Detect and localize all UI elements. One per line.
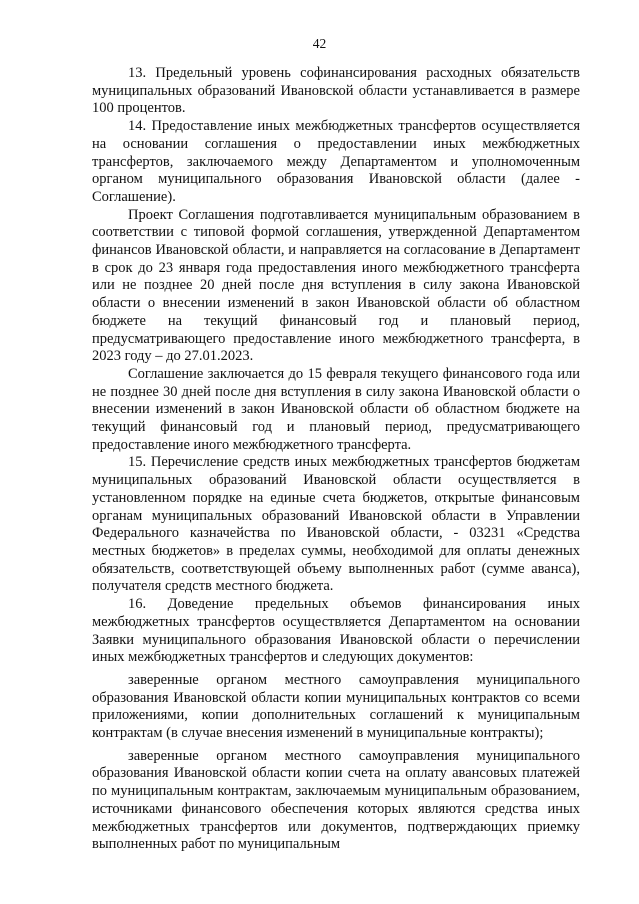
paragraph-15-transfer-of-funds: 15. Перечисление средств иных межбюджетных трансфертов бюджетам муниципальных образований Ивановской области осуществляется в установленном порядке на единые счета бюджетов, открытые финансовым органам муниципальных образований Ивановской области в Управлении Федерального казначейства по Ивановской области, - 03231 «Средства местных бюджетов» в пределах суммы, необходимой для оплаты денежных обязательств, соответствующей объему выполненных работ (сумме аванса), получателя средств местного бюджета. bbox=[92, 454, 580, 595]
page-number: 42 bbox=[312, 36, 327, 51]
document-body bbox=[92, 65, 580, 854]
paragraph-agreement-draft: Проект Соглашения подготавливается муниципальным образованием в соответствии с типовой формой соглашения, утвержденной Департаментом финансов Ивановской области, и направляется на согласование в Департамент в срок до 23 января года предоставления иного межбюджетного трансферта или не позднее 20 дней после дня вступления в силу закона Ивановской области о внесении изменений в закон Ивановской области об областном бюджете на текущий финансовый год и плановый период, предусматривающего предоставление иного межбюджетного трансферта, в 2023 году – до 27.01.2023. bbox=[92, 206, 580, 365]
paragraph-agreement-conclusion: Соглашение заключается до 15 февраля текущего финансового года или не позднее 30 дней после дня вступления в силу закона Ивановской области о внесении изменений в закон Ивановской области об областном бюджете на текущий финансовый год и плановый период, предусматривающего предоставление иного межбюджетного трансферта. bbox=[92, 365, 580, 453]
paragraph-14-agreement-basis: 14. Предоставление иных межбюджетных трансфертов осуществляется на основании соглашения о предоставлении иных межбюджетных трансфертов, заключаемого между Департаментом и уполномоченным органом муниципального образования Ивановской области (далее - Соглашение). bbox=[92, 118, 580, 205]
paragraph-invoice-copies: заверенные органом местного самоуправления муниципального образования Ивановской области копии счета на оплату авансовых платежей по муниципальным контрактам, заключаемым муниципальным образованием, источниками финансового обеспечения которых являются средства иных межбюджетных трансфертов или документов, подтверждающих приемку выполненных работ по муниципальным bbox=[92, 747, 580, 853]
paragraph-16-financing-limits: 16. Доведение предельных объемов финансирования иных межбюджетных трансфертов осуществляется Департаментом на основании Заявки муниципального образования Ивановской области о перечислении иных межбюджетных трансфертов и следующих документов: bbox=[92, 596, 580, 666]
paragraph-13-cofinancing-limit: 13. Предельный уровень софинансирования расходных обязательств муниципальных образований Ивановской области устанавливается в размере 100 процентов. bbox=[92, 65, 580, 117]
paragraph-contract-copies: заверенные органом местного самоуправления муниципального образования Ивановской области копии муниципальных контрактов со всеми приложениями, копии дополнительных соглашений к муниципальным контрактам (в случае внесения изменений в муниципальные контракты); bbox=[92, 671, 580, 742]
